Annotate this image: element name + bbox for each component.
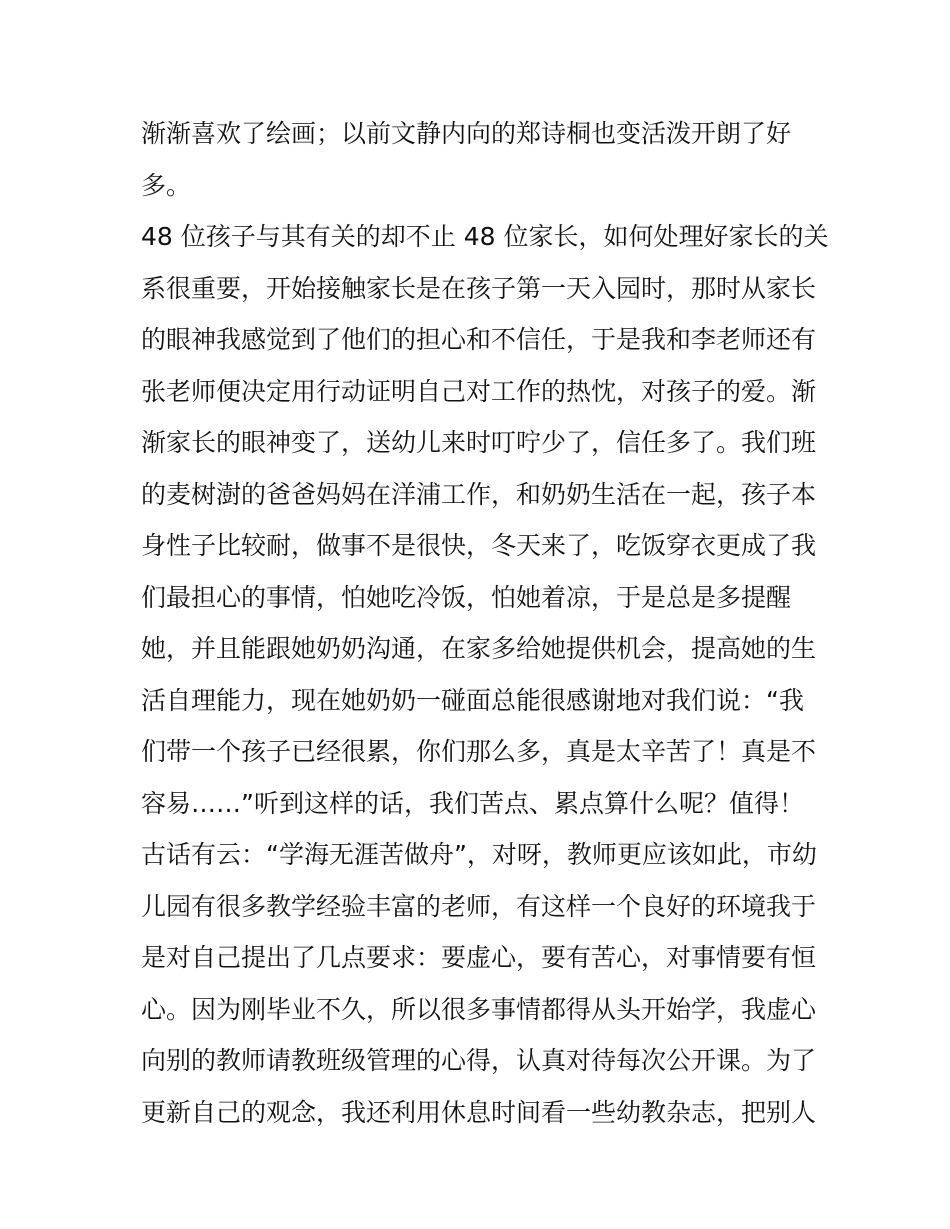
text-line-12: 活自理能力，现在她奶奶一碰面总能很感谢地对我们说：“我 bbox=[141, 685, 804, 715]
text-line-8: 的麦树澍的爸爸妈妈在洋浦工作，和奶奶生活在一起，孩子本 bbox=[141, 479, 817, 509]
text-line-13: 们带一个孩子已经很累，你们那么多，真是太辛苦了！真是不 bbox=[141, 737, 817, 766]
text-line-1: 渐渐喜欢了绘画；以前文静内向的郑诗桐也变活泼开朗了好 bbox=[141, 119, 792, 148]
body-text bbox=[141, 108, 829, 1138]
text-line-17: 是对自己提出了几点要求：要虚心，要有苦心，对事情要有恒 bbox=[141, 943, 817, 972]
text-line-11: 她，并且能跟她奶奶沟通，在家多给她提供机会，提高她的生 bbox=[141, 634, 817, 663]
text-line-18: 心。因为刚毕业不久，所以很多事情都得从头开始学，我虚心 bbox=[141, 994, 817, 1024]
text-line-2: 多。 bbox=[141, 170, 192, 200]
text-line-3: 48 位孩子与其有关的却不止 48 位家长，如何处理好家长的关 bbox=[141, 222, 829, 251]
text-line-20: 更新自己的观念，我还利用休息时间看一些幼教杂志，把别人 bbox=[141, 1097, 817, 1127]
text-line-16: 儿园有很多教学经验丰富的老师，有这样一个良好的环境我于 bbox=[141, 891, 817, 921]
text-line-19: 向别的教师请教班级管理的心得，认真对待每次公开课。为了 bbox=[141, 1046, 817, 1075]
text-line-7: 渐家长的眼神变了，送幼儿来时叮咛少了，信任多了。我们班 bbox=[141, 428, 817, 457]
text-line-5: 的眼神我感觉到了他们的担心和不信任，于是我和李老师还有 bbox=[141, 325, 817, 354]
text-line-15: 古话有云：“学海无涯苦做舟”，对呀，教师更应该如此，市幼 bbox=[141, 840, 817, 869]
text-line-10: 们最担心的事情，怕她吃冷饭，怕她着凉，于是总是多提醒 bbox=[141, 582, 792, 612]
text-line-14: 容易……”听到这样的话，我们苦点、累点算什么呢？值得！ bbox=[141, 788, 804, 818]
text-line-6: 张老师便决定用行动证明自己对工作的热忱，对孩子的爱。渐 bbox=[141, 376, 817, 406]
text-line-4: 系很重要，开始接触家长是在孩子第一天入园时，那时从家长 bbox=[141, 273, 817, 303]
text-line-9: 身性子比较耐，做事不是很快，冬天来了，吃饭穿衣更成了我 bbox=[141, 531, 817, 560]
